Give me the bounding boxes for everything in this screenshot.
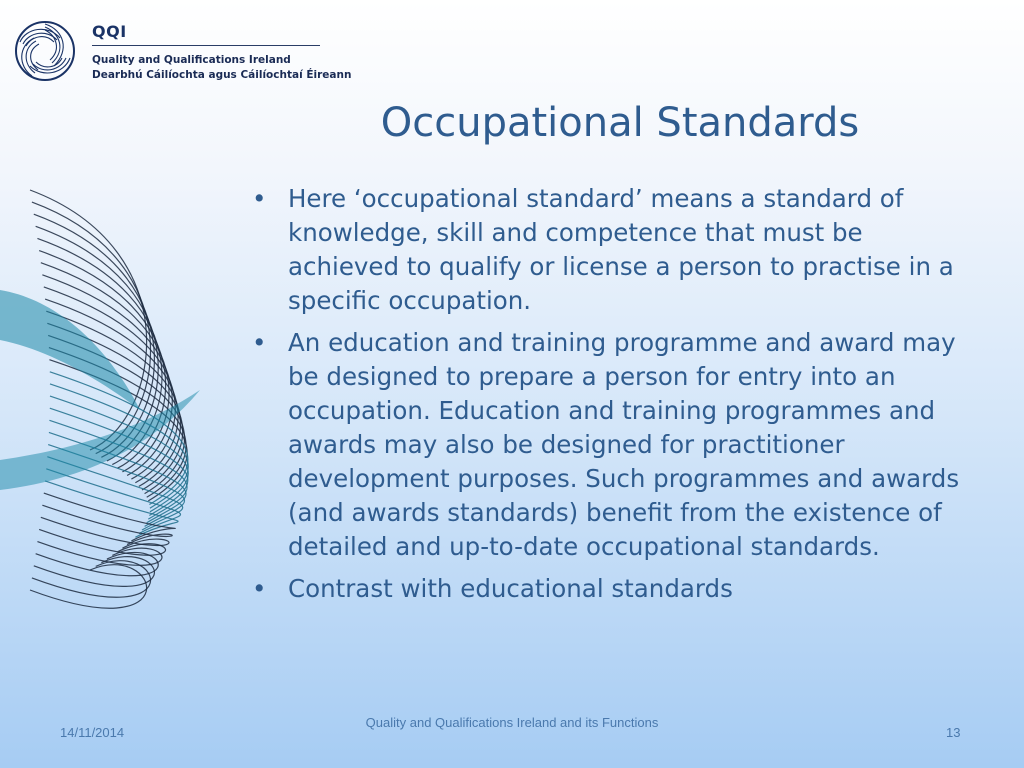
brand-name-english: Quality and Qualifications Ireland <box>92 54 291 66</box>
bullet-text: Here ‘occupational standard’ means a standard of knowledge, skill and competence that must be achieved to qualify or license a person to practise in a specific occupation. <box>288 184 954 315</box>
swirl-line <box>39 529 165 555</box>
bullet-item <box>246 572 966 606</box>
qqi-logo <box>14 20 352 86</box>
slide-title: Occupational Standards <box>380 100 860 146</box>
bullet-item <box>246 182 966 318</box>
bullet-item <box>246 326 966 564</box>
bullet-point: • <box>252 184 267 213</box>
bullet-point: • <box>252 574 267 603</box>
brand-name-irish: Dearbhú Cáilíochta agus Cáilíochtaí Éireann <box>92 69 352 81</box>
brand-name: QQI <box>92 22 127 41</box>
swirl-lines-decoration-icon <box>0 180 250 620</box>
qqi-swirl-logo-icon <box>14 20 76 82</box>
footer-title: Quality and Qualifications Ireland and its Functions <box>365 715 659 730</box>
bullet-text: An education and training programme and award may be designed to prepare a person for entry into an occupation. Education and training programmes and awards may also be designed for practitioner development purposes. Such programmes and awards (and awards standards) benefit from the existence of detailed and up-to-date occupational standards. <box>288 328 960 561</box>
bullet-text: Contrast with educational standards <box>288 574 733 603</box>
brand-divider <box>92 45 320 46</box>
bullet-point: • <box>252 328 267 357</box>
bullet-list <box>246 182 966 614</box>
swirl-line <box>32 561 151 598</box>
footer-date: 14/11/2014 <box>60 725 125 740</box>
slide-number: 13 <box>946 725 961 740</box>
swirl-accent <box>0 390 200 490</box>
